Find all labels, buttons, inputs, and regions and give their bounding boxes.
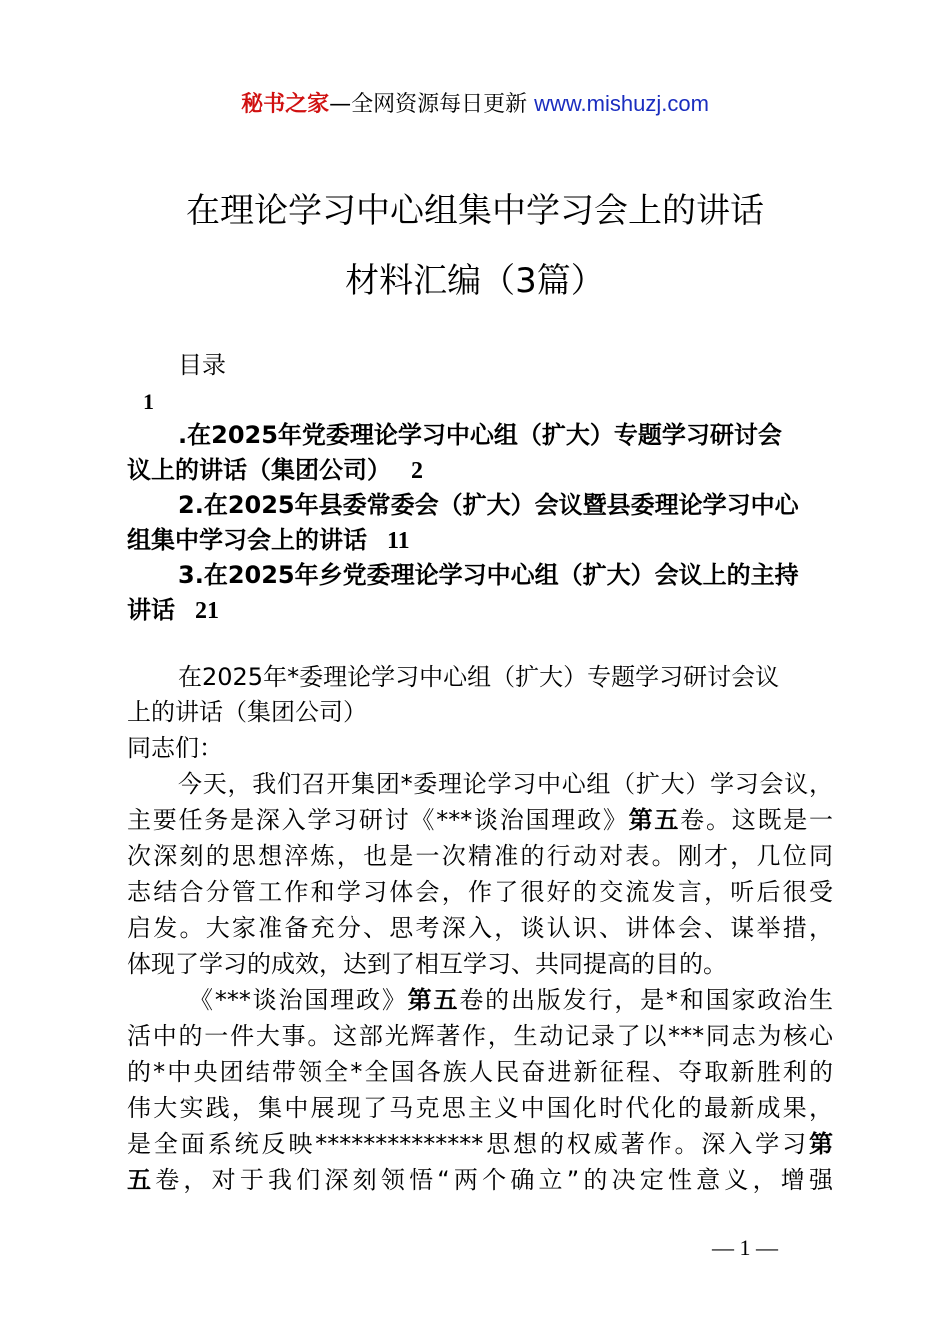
paragraph-1-line: 次深刻的思想淬炼，也是一次精准的行动对表。刚才，几位同 [127, 842, 833, 870]
paragraph-1-line: 今天，我们召开集团*委理论学习中心组（扩大）学习会议， [178, 770, 833, 798]
site-tagline: —全网资源每日更新 [329, 92, 535, 117]
paragraph-2-line: 的*中央团结带领全*全国各族人民奋进新征程、夺取新胜利的 [127, 1058, 833, 1086]
speech-title [127, 660, 833, 730]
toc-item-3-line-2: 讲话 [127, 596, 175, 624]
toc-item-2-line-1: 2.在2025年县委常委会（扩大）会议暨县委理论学习中心 [178, 491, 799, 519]
toc-section-number: 1 [143, 389, 154, 414]
paragraph-2-text: 是全面系统反映**************思想的权威著作。深入学习 [127, 1130, 809, 1158]
site-url-link[interactable]: www.mishuzj.com [534, 91, 709, 116]
speech-greeting: 同志们： [127, 734, 223, 762]
toc-item-3[interactable] [127, 558, 833, 629]
bold-fifth-volume: 第 [809, 1130, 833, 1158]
page-number: — 1 — [712, 1235, 778, 1260]
speech-title-line-2: 上的讲话（集团公司） [127, 698, 367, 726]
bold-fifth-volume: 五 [127, 1166, 156, 1194]
bold-fifth-volume: 第五 [628, 806, 681, 834]
paragraph-1-text: 卷。这既是一 [680, 806, 834, 834]
document-title-line-1: 在理论学习中心组集中学习会上的讲话 [186, 191, 764, 231]
paragraph-1-line: 启发。大家准备充分、思考深入，谈认识、讲体会、谋举措， [127, 914, 833, 942]
toc-item-3-line-1: 3.在2025年乡党委理论学习中心组（扩大）会议上的主持 [178, 561, 799, 589]
paragraph-1-line: 志结合分管工作和学习体会，作了很好的交流发言，听后很受 [127, 878, 833, 906]
toc-item-3-page: 21 [195, 598, 219, 624]
toc-heading: 目录 [178, 351, 226, 379]
toc-item-2[interactable] [127, 488, 833, 559]
site-header [0, 86, 950, 123]
toc-item-1-line-2: 议上的讲话（集团公司） [127, 456, 391, 484]
document-title-line-2: 材料汇编（3篇） [345, 261, 605, 301]
speech-title-line-1: 在2025年*委理论学习中心组（扩大）专题学习研讨会议 [178, 663, 780, 691]
paragraph-2-line: 伟大实践，集中展现了马克思主义中国化时代化的最新成果， [127, 1094, 833, 1122]
bold-fifth-volume: 第五 [407, 986, 460, 1014]
paragraph-1-text: 主要任务是深入学习研讨《***谈治国理政》 [127, 806, 629, 834]
toc-item-1[interactable] [127, 418, 833, 489]
paragraph-2-text: 卷，对于我们深刻领悟“两个确立”的决定性意义，增强 [155, 1166, 834, 1194]
toc-item-2-line-2: 组集中学习会上的讲话 [127, 526, 367, 554]
paragraph-2-text: 卷的出版发行，是*和国家政治生 [459, 986, 834, 1014]
paragraph-2-line: 活中的一件大事。这部光辉著作，生动记录了以***同志为核心 [127, 1022, 833, 1050]
toc-item-1-line-1: .在2025年党委理论学习中心组（扩大）专题学习研讨会 [178, 421, 782, 449]
toc-item-1-page: 2 [411, 458, 423, 484]
paragraph-2-text: 《***谈治国理政》 [189, 986, 408, 1014]
toc-item-2-page: 11 [387, 528, 410, 554]
speech-body [127, 730, 833, 1198]
paragraph-1-line: 体现了学习的成效，达到了相互学习、共同提高的目的。 [127, 950, 727, 978]
site-brand: 秘书之家 [241, 92, 330, 117]
